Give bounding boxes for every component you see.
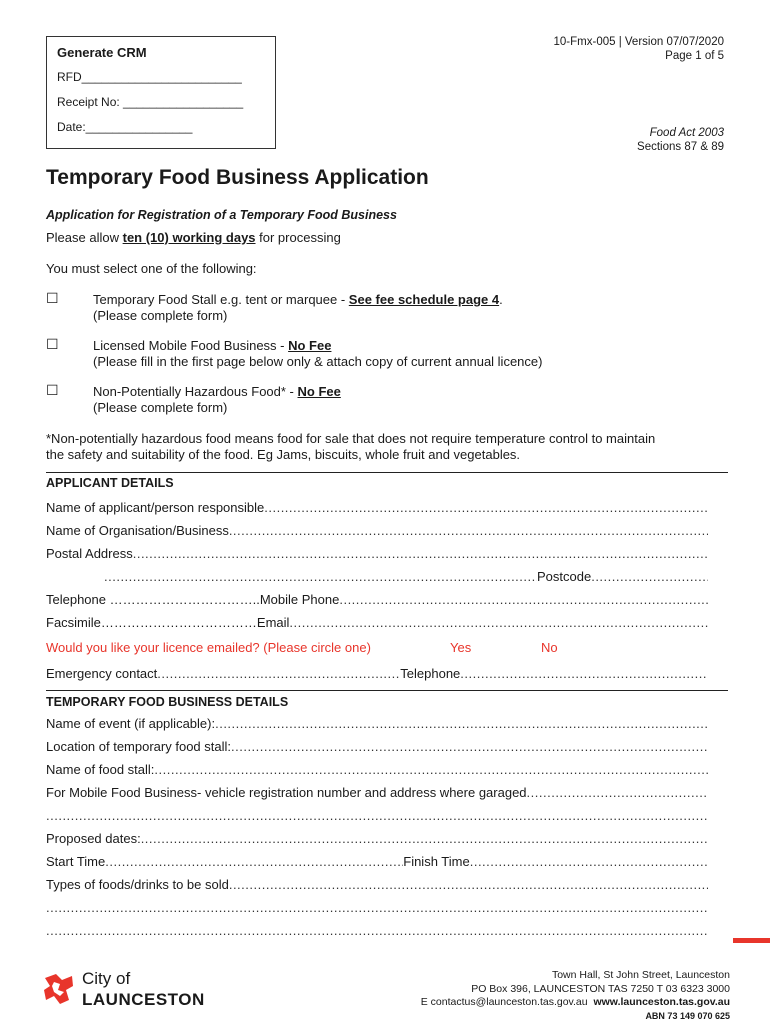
- option-note: (Please complete form): [93, 400, 228, 415]
- red-accent-bar: [733, 938, 770, 943]
- business-heading: TEMPORARY FOOD BUSINESS DETAILS: [46, 695, 289, 709]
- field-label: Facsimile………………………………Email: [46, 615, 290, 630]
- rfd-field[interactable]: RFD________________________: [57, 70, 242, 84]
- divider: [46, 472, 728, 473]
- applicant-heading: APPLICANT DETAILS: [46, 476, 174, 490]
- no-fee-label: No Fee: [297, 384, 341, 399]
- fee-schedule-link[interactable]: See fee schedule page 4: [348, 292, 500, 307]
- date-field[interactable]: Date:________________: [57, 120, 193, 134]
- receipt-field[interactable]: Receipt No: __________________: [57, 95, 244, 109]
- footer-address-2: PO Box 396, LAUNCESTON TAS 7250 T 03 6323 3000: [471, 982, 730, 995]
- vehicle-registration-field[interactable]: [46, 785, 708, 800]
- field-label: Name of food stall:: [46, 762, 155, 777]
- organisation-field[interactable]: [46, 523, 708, 538]
- field-label: Location of temporary food stall:: [46, 739, 231, 754]
- act-sections: Sections 87 & 89: [637, 141, 724, 153]
- field-label: Finish Time: [403, 854, 470, 869]
- no-fee-label: No Fee: [288, 338, 332, 353]
- field-label: Name of applicant/person responsible: [46, 500, 265, 515]
- field-label: Postcode: [537, 569, 592, 584]
- option-text: Temporary Food Stall e.g. tent or marquee -: [93, 292, 349, 307]
- option-text: Licensed Mobile Food Business -: [93, 338, 289, 353]
- email-licence-question: Would you like your licence emailed? (Please circle one): [46, 640, 371, 655]
- telephone-mobile-field[interactable]: [46, 592, 708, 607]
- footer-abn: ABN 73 149 070 625: [645, 1010, 730, 1021]
- field-label: Postal Address: [46, 546, 133, 561]
- logo-city-text: City of: [82, 969, 131, 988]
- checkbox-mobile-business[interactable]: ☐: [46, 336, 59, 352]
- proposed-dates-field[interactable]: [46, 831, 708, 846]
- no-option[interactable]: No: [541, 640, 558, 655]
- option-note: (Please fill in the first page below only & attach copy of current annual licence): [93, 354, 543, 369]
- footer-address-1: Town Hall, St John Street, Launceston: [551, 969, 730, 981]
- field-label: Proposed dates:: [46, 831, 141, 846]
- yes-option[interactable]: Yes: [450, 640, 472, 655]
- option-note: (Please complete form): [93, 308, 228, 323]
- postal-address-field[interactable]: [46, 546, 708, 561]
- form-code: 10-Fmx-005 | Version 07/07/2020: [553, 36, 724, 48]
- option-post: .: [499, 292, 503, 307]
- food-types-field[interactable]: [46, 877, 708, 892]
- city-logo-icon: [42, 972, 76, 1006]
- divider: [46, 690, 728, 691]
- option-text: Non-Potentially Hazardous Food* -: [93, 384, 298, 399]
- fax-email-field[interactable]: [46, 615, 708, 630]
- form-code-block: [554, 35, 724, 63]
- select-prompt: You must select one of the following:: [46, 261, 257, 276]
- option-mobile-business: [93, 338, 542, 370]
- field-label: Telephone ……………………………..Mobile Phone: [46, 592, 340, 607]
- field-label: Start Time: [46, 854, 106, 869]
- field-label: Telephone: [400, 666, 461, 681]
- footer-email[interactable]: E contactus@launceston.tas.gov.au: [420, 996, 588, 1008]
- field-label: Types of foods/drinks to be sold: [46, 877, 229, 892]
- crm-box: [46, 36, 276, 149]
- processing-pre: Please allow: [46, 230, 123, 245]
- page-title: Temporary Food Business Application: [46, 166, 429, 189]
- field-label: Emergency contact: [46, 666, 158, 681]
- crm-title: Generate CRM: [57, 45, 147, 60]
- applicant-name-field[interactable]: [46, 500, 708, 515]
- act-name: Food Act 2003: [649, 127, 724, 139]
- start-finish-time-field[interactable]: [46, 854, 708, 869]
- processing-post: for processing: [255, 230, 341, 245]
- field-label: Name of event (if applicable):: [46, 716, 216, 731]
- field-label: Name of Organisation/Business: [46, 523, 229, 538]
- act-block: [637, 126, 724, 154]
- processing-note: [46, 230, 341, 245]
- checkbox-temporary-stall[interactable]: ☐: [46, 290, 59, 306]
- food-types-continued-1[interactable]: [46, 900, 708, 915]
- page-number: Page 1 of 5: [665, 50, 724, 62]
- vehicle-registration-continued[interactable]: [46, 808, 708, 823]
- event-name-field[interactable]: [46, 716, 708, 731]
- postcode-field[interactable]: [104, 569, 708, 584]
- page-subtitle: Application for Registration of a Temporary Food Business: [46, 208, 397, 222]
- footer-contact: [421, 969, 730, 1023]
- option-non-hazardous: [93, 384, 341, 416]
- processing-days: ten (10) working days: [122, 230, 256, 245]
- stall-name-field[interactable]: [46, 762, 708, 777]
- logo-name-text: LAUNCESTON: [82, 990, 205, 1009]
- food-types-continued-2[interactable]: [46, 923, 708, 938]
- checkbox-non-hazardous[interactable]: ☐: [46, 382, 59, 398]
- field-label: For Mobile Food Business- vehicle registration number and address where garaged: [46, 785, 527, 800]
- footnote-line-2: the safety and suitability of the food. Eg Jams, biscuits, whole fruit and vegetables.: [46, 447, 521, 462]
- stall-location-field[interactable]: [46, 739, 708, 754]
- option-temporary-stall: [93, 292, 503, 324]
- emergency-contact-field[interactable]: [46, 666, 708, 681]
- footnote-line-1: *Non-potentially hazardous food means food for sale that does not require temperature control to maintain: [46, 431, 656, 446]
- footer-website[interactable]: www.launceston.tas.gov.au: [593, 996, 730, 1008]
